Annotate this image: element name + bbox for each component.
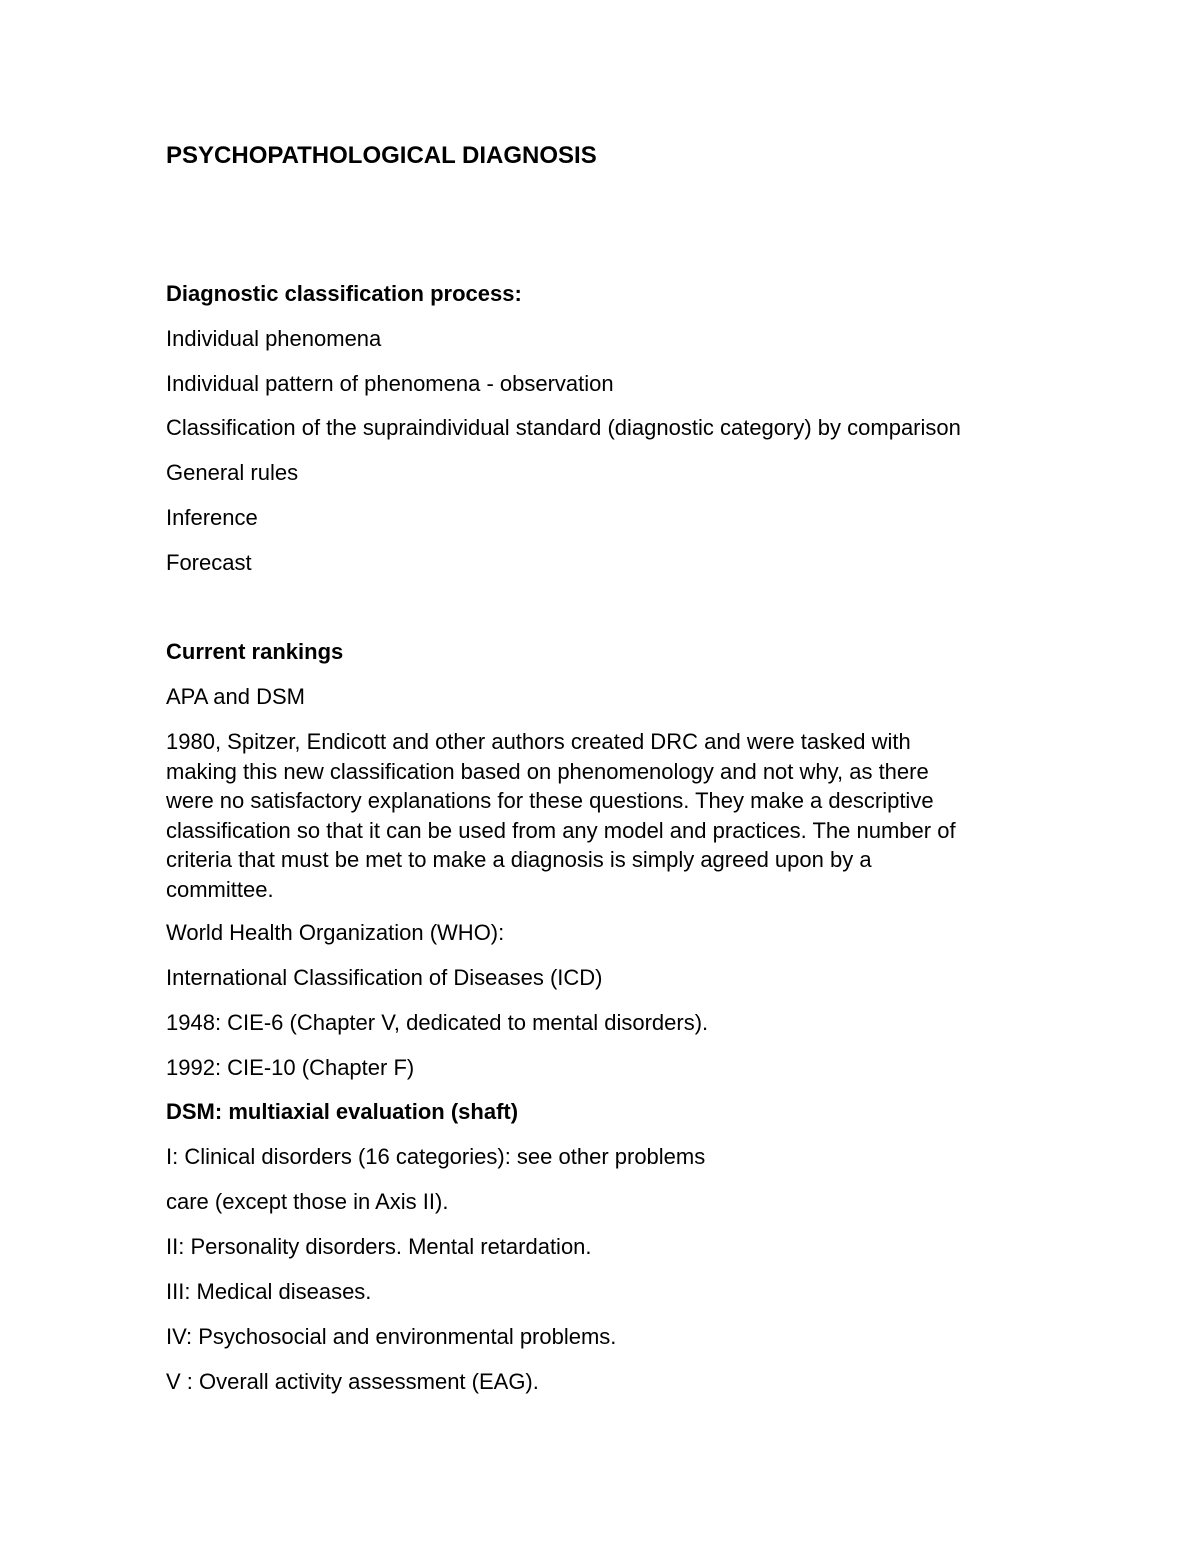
list-item: III: Medical diseases.	[166, 1279, 372, 1304]
document-title: PSYCHOPATHOLOGICAL DIAGNOSIS	[166, 142, 597, 169]
list-item: World Health Organization (WHO):	[166, 920, 505, 945]
list-item: Classification of the supraindividual standard (diagnostic category) by comparison	[166, 415, 961, 440]
list-item: 1948: CIE-6 (Chapter V, dedicated to mental disorders).	[166, 1010, 709, 1035]
section-heading-diagnostic-process: Diagnostic classification process:	[166, 281, 522, 306]
list-item: I: Clinical disorders (16 categories): see other problems	[166, 1144, 706, 1169]
list-item: Individual pattern of phenomena - observation	[166, 371, 614, 396]
section-heading-current-rankings: Current rankings	[166, 639, 344, 664]
body-paragraph	[166, 727, 1036, 904]
paragraph-line: criteria that must be met to make a diagnosis is simply agreed upon by a	[166, 847, 872, 872]
list-item: II: Personality disorders. Mental retardation.	[166, 1234, 592, 1259]
list-item: General rules	[166, 460, 299, 485]
paragraph-line: were no satisfactory explanations for these questions. They make a descriptive	[166, 788, 934, 813]
list-item: IV: Psychosocial and environmental problems.	[166, 1324, 617, 1349]
list-item: Forecast	[166, 550, 252, 575]
list-item: care (except those in Axis II).	[166, 1189, 449, 1214]
paragraph-line: 1980, Spitzer, Endicott and other authors created DRC and were tasked with	[166, 729, 911, 754]
section-heading-dsm-multiaxial: DSM: multiaxial evaluation (shaft)	[166, 1099, 519, 1124]
list-item: 1992: CIE-10 (Chapter F)	[166, 1055, 415, 1080]
list-item: Individual phenomena	[166, 326, 382, 351]
paragraph-line: making this new classification based on phenomenology and not why, as there	[166, 758, 929, 784]
paragraph-line: classification so that it can be used from any model and practices. The number of	[166, 817, 956, 843]
paragraph-line: committee.	[166, 876, 274, 902]
list-item: V : Overall activity assessment (EAG).	[166, 1369, 539, 1394]
list-item: Inference	[166, 505, 258, 530]
list-item: International Classification of Diseases (ICD)	[166, 965, 603, 990]
body-line: APA and DSM	[166, 684, 305, 709]
